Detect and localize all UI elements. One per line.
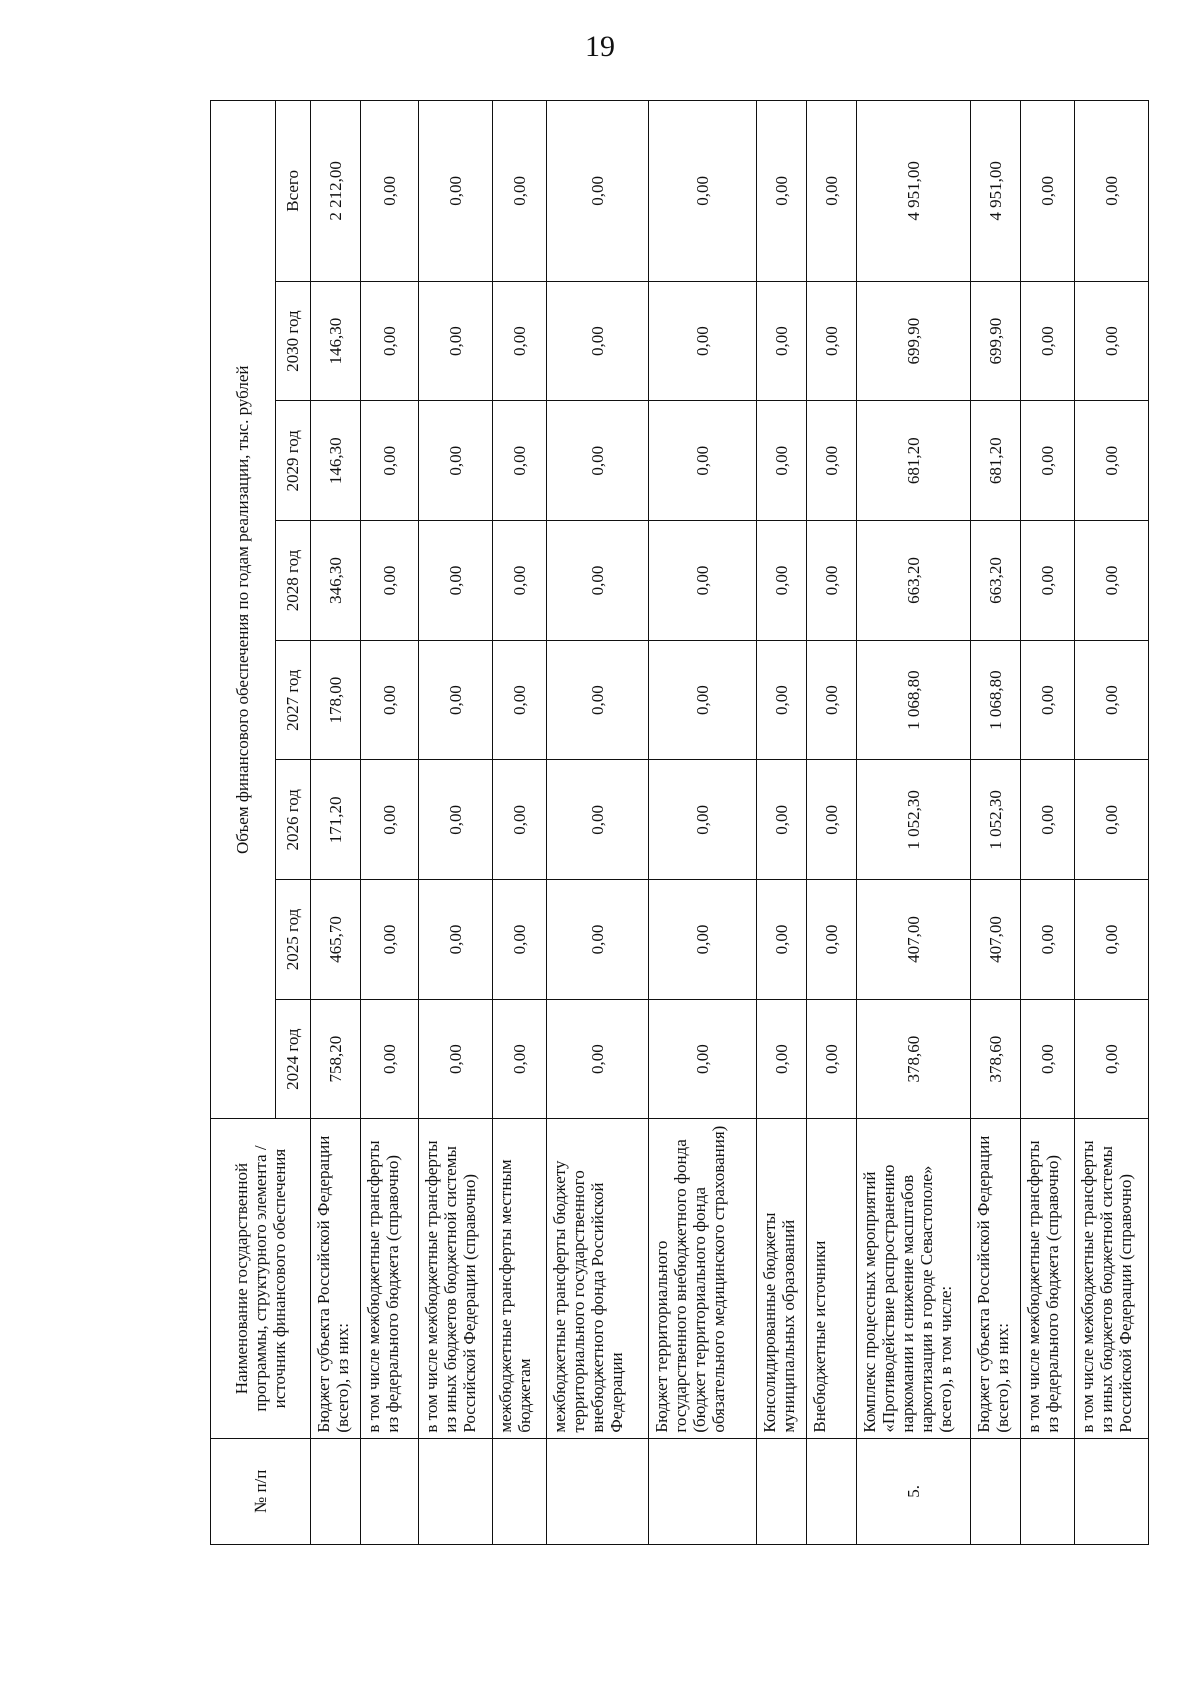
row-value: 0,00 <box>649 521 757 641</box>
row-source-name: в том числе межбюджетные трансферты из иных бюджетов бюджетной системы Российской Федерации (справочно) <box>1075 1119 1149 1438</box>
row-value-total: 0,00 <box>419 101 493 282</box>
row-value: 663,20 <box>857 521 971 641</box>
row-value: 0,00 <box>1075 521 1149 641</box>
header-year: 2024 год <box>276 999 311 1119</box>
row-value: 146,30 <box>311 281 361 401</box>
row-value: 0,00 <box>649 281 757 401</box>
row-value: 0,00 <box>1075 401 1149 521</box>
row-index <box>971 1438 1021 1544</box>
row-value: 0,00 <box>1021 999 1075 1119</box>
row-value: 0,00 <box>1075 640 1149 760</box>
row-value: 0,00 <box>547 640 649 760</box>
row-value: 0,00 <box>757 760 807 880</box>
row-value: 0,00 <box>361 880 419 1000</box>
row-value: 0,00 <box>419 999 493 1119</box>
page-number: 19 <box>585 30 615 63</box>
row-value: 407,00 <box>857 880 971 1000</box>
row-value: 0,00 <box>757 521 807 641</box>
row-index: 5. <box>857 1438 971 1544</box>
row-value: 758,20 <box>311 999 361 1119</box>
header-year: 2030 год <box>276 281 311 401</box>
header-group-title: Объем финансового обеспечения по годам реализации, тыс. рублей <box>211 101 276 1119</box>
row-source-name: межбюджетные трансферты местным бюджетам <box>493 1119 547 1438</box>
header-year: 2027 год <box>276 640 311 760</box>
row-value: 0,00 <box>757 401 807 521</box>
row-value: 0,00 <box>361 640 419 760</box>
row-value: 0,00 <box>493 999 547 1119</box>
row-value: 1 068,80 <box>857 640 971 760</box>
table-row <box>493 101 547 1545</box>
row-value: 0,00 <box>649 760 757 880</box>
row-value: 0,00 <box>807 999 857 1119</box>
row-value: 378,60 <box>971 999 1021 1119</box>
row-value-total: 0,00 <box>547 101 649 282</box>
row-source-name: в том числе межбюджетные трансферты из иных бюджетов бюджетной системы Российской Федерации (справочно) <box>419 1119 493 1438</box>
row-value: 681,20 <box>857 401 971 521</box>
row-value: 0,00 <box>1021 880 1075 1000</box>
row-value: 0,00 <box>547 281 649 401</box>
row-value: 0,00 <box>757 880 807 1000</box>
row-value: 0,00 <box>361 760 419 880</box>
table-row <box>311 101 361 1545</box>
row-value: 0,00 <box>649 401 757 521</box>
table-row <box>547 101 649 1545</box>
row-source-name: Бюджет субъекта Российской Федерации (всего), из них: <box>971 1119 1021 1438</box>
financing-table <box>210 100 1149 1545</box>
row-value: 0,00 <box>757 640 807 760</box>
row-index <box>547 1438 649 1544</box>
row-value: 0,00 <box>1021 640 1075 760</box>
row-source-name: Бюджет субъекта Российской Федерации (всего), из них: <box>311 1119 361 1438</box>
row-value: 0,00 <box>493 640 547 760</box>
row-value: 0,00 <box>807 521 857 641</box>
row-source-name: межбюджетные трансферты бюджету территориального государственного внебюджетного фонда Российской Федерации <box>547 1119 649 1438</box>
row-value: 0,00 <box>1021 401 1075 521</box>
row-index <box>807 1438 857 1544</box>
row-value-total: 4 951,00 <box>971 101 1021 282</box>
row-value: 1 052,30 <box>857 760 971 880</box>
row-value: 0,00 <box>419 760 493 880</box>
row-value: 0,00 <box>493 880 547 1000</box>
row-index <box>361 1438 419 1544</box>
row-value: 0,00 <box>807 401 857 521</box>
row-value: 0,00 <box>361 521 419 641</box>
row-value: 0,00 <box>361 401 419 521</box>
table-row <box>1021 101 1075 1545</box>
row-value: 0,00 <box>361 999 419 1119</box>
row-value: 0,00 <box>547 999 649 1119</box>
row-index <box>311 1438 361 1544</box>
row-value: 0,00 <box>757 281 807 401</box>
row-source-name: в том числе межбюджетные трансферты из федерального бюджета (справочно) <box>361 1119 419 1438</box>
row-source-name: Консолидированные бюджеты муниципальных образований <box>757 1119 807 1438</box>
row-value-total: 0,00 <box>493 101 547 282</box>
row-source-name: Бюджет территориального государственного внебюджетного фонда (бюджет территориального фонда обязательного медицинского страхования) <box>649 1119 757 1438</box>
row-value: 0,00 <box>419 401 493 521</box>
row-value: 1 068,80 <box>971 640 1021 760</box>
row-value: 0,00 <box>649 999 757 1119</box>
table-row <box>807 101 857 1545</box>
table-row <box>419 101 493 1545</box>
row-value-total: 0,00 <box>807 101 857 282</box>
row-value: 178,00 <box>311 640 361 760</box>
row-index <box>419 1438 493 1544</box>
table-row <box>857 101 971 1545</box>
table-row <box>1075 101 1149 1545</box>
row-value: 0,00 <box>649 880 757 1000</box>
row-value: 0,00 <box>547 401 649 521</box>
row-value: 0,00 <box>807 281 857 401</box>
row-value: 663,20 <box>971 521 1021 641</box>
row-value: 0,00 <box>419 880 493 1000</box>
row-value: 681,20 <box>971 401 1021 521</box>
row-value: 0,00 <box>419 281 493 401</box>
row-value: 0,00 <box>547 521 649 641</box>
row-value: 0,00 <box>493 401 547 521</box>
row-value: 0,00 <box>1021 281 1075 401</box>
table-row <box>971 101 1021 1545</box>
row-value: 0,00 <box>1075 281 1149 401</box>
row-value: 171,20 <box>311 760 361 880</box>
row-value: 699,90 <box>971 281 1021 401</box>
row-index <box>757 1438 807 1544</box>
header-year: 2029 год <box>276 401 311 521</box>
row-value-total: 2 212,00 <box>311 101 361 282</box>
row-value: 0,00 <box>361 281 419 401</box>
row-value: 0,00 <box>547 760 649 880</box>
row-value: 0,00 <box>419 521 493 641</box>
header-index: № п/п <box>211 1438 311 1544</box>
row-value-total: 0,00 <box>361 101 419 282</box>
row-value: 0,00 <box>807 880 857 1000</box>
row-value: 378,60 <box>857 999 971 1119</box>
row-value: 699,90 <box>857 281 971 401</box>
row-source-name: Внебюджетные источники <box>807 1119 857 1438</box>
row-value: 0,00 <box>807 640 857 760</box>
row-value: 0,00 <box>547 880 649 1000</box>
row-value: 0,00 <box>493 760 547 880</box>
row-index <box>1075 1438 1149 1544</box>
row-value: 0,00 <box>493 521 547 641</box>
table-row <box>649 101 757 1545</box>
header-year: 2028 год <box>276 521 311 641</box>
row-value: 0,00 <box>649 640 757 760</box>
row-source-name: Комплекс процессных мероприятий «Противодействие распространению наркомании и снижение масштабов наркотизации в городе Севастополе» (всего), в том числе: <box>857 1119 971 1438</box>
header-name: Наименование государственной программы, структурного элемента / источник финансового обеспечения <box>211 1119 311 1438</box>
row-value: 146,30 <box>311 401 361 521</box>
row-value: 0,00 <box>1075 760 1149 880</box>
header-year: 2026 год <box>276 760 311 880</box>
table-row <box>757 101 807 1545</box>
row-value: 0,00 <box>1021 521 1075 641</box>
row-index <box>649 1438 757 1544</box>
row-value: 0,00 <box>757 999 807 1119</box>
row-value-total: 0,00 <box>757 101 807 282</box>
rotated-table-container <box>210 100 1136 1545</box>
row-value: 407,00 <box>971 880 1021 1000</box>
row-value: 0,00 <box>1021 760 1075 880</box>
row-value: 0,00 <box>1075 999 1149 1119</box>
header-year: Всего <box>276 101 311 282</box>
row-value-total: 0,00 <box>1021 101 1075 282</box>
row-index <box>1021 1438 1075 1544</box>
row-value-total: 4 951,00 <box>857 101 971 282</box>
row-source-name: в том числе межбюджетные трансферты из федерального бюджета (справочно) <box>1021 1119 1075 1438</box>
row-value: 0,00 <box>807 760 857 880</box>
row-value: 0,00 <box>419 640 493 760</box>
row-value: 1 052,30 <box>971 760 1021 880</box>
row-index <box>493 1438 547 1544</box>
row-value: 346,30 <box>311 521 361 641</box>
row-value-total: 0,00 <box>1075 101 1149 282</box>
table-row <box>361 101 419 1545</box>
row-value: 465,70 <box>311 880 361 1000</box>
row-value: 0,00 <box>1075 880 1149 1000</box>
row-value: 0,00 <box>493 281 547 401</box>
row-value-total: 0,00 <box>649 101 757 282</box>
header-year: 2025 год <box>276 880 311 1000</box>
